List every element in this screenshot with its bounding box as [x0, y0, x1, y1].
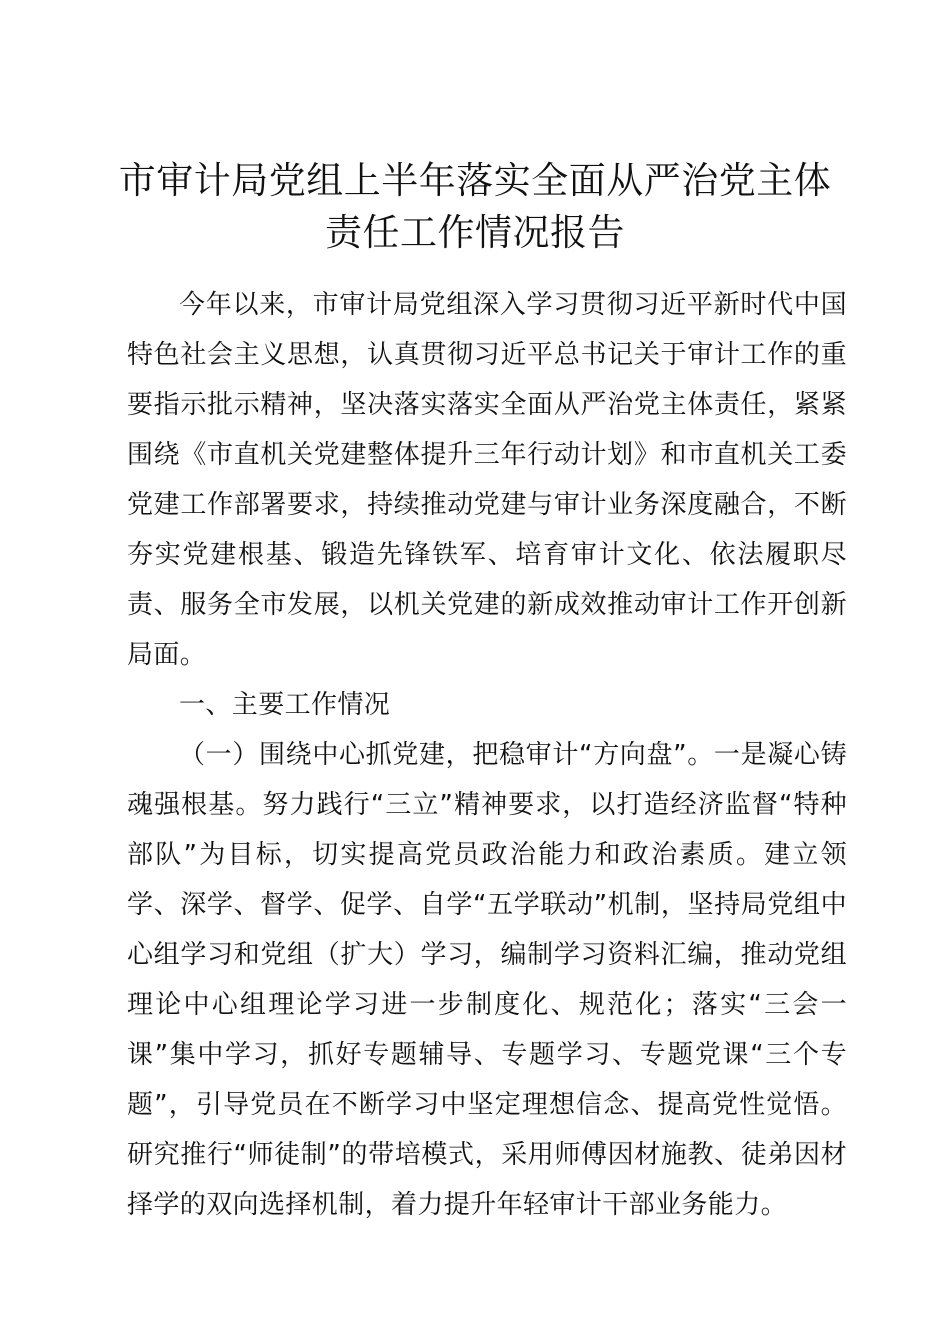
- intro-paragraph: 今年以来，市审计局党组深入学习贯彻习近平新时代中国特色社会主义思想，认真贯彻习近平总书记关于审计工作的重要指示批示精神，坚决落实落实全面从严治党主体责任，紧紧围绕《市直机关党建整体提升三年行动计划》和市直机关工委党建工作部署要求，持续推动党建与审计业务深度融合，不断夯实党建根基、锻造先锋铁军、培育审计文化、依法履职尽责、服务全市发展，以机关党建的新成效推动审计工作开创新局面。: [127, 290, 847, 670]
- subsection-paragraph: （一）围绕中心抓党建，把稳审计“方向盘”。一是凝心铸魂强根基。努力践行“三立”精神要求，以打造经济监督“特种部队”为目标，切实提高党员政治能力和政治素质。建立领学、深学、督学、促学、自学“五学联动”机制，坚持局党组中心组学习和党组（扩大）学习，编制学习资料汇编，推动党组理论中心组理论学习进一步制度化、规范化；落实“三会一课”集中学习，抓好专题辅导、专题学习、专题党课“三个专题”，引导党员在不断学习中坚定理想信念、提高党性觉悟。研究推行“师徒制”的带培模式，采用师傅因材施教、徒弟因材择学的双向选择机制，着力提升年轻审计干部业务能力。: [127, 740, 847, 1220]
- document-body: [127, 280, 847, 1230]
- document-title: 市审计局党组上半年落实全面从严治党主体责任工作情况报告: [118, 159, 832, 254]
- section-heading: 一、主要工作情况: [179, 690, 391, 720]
